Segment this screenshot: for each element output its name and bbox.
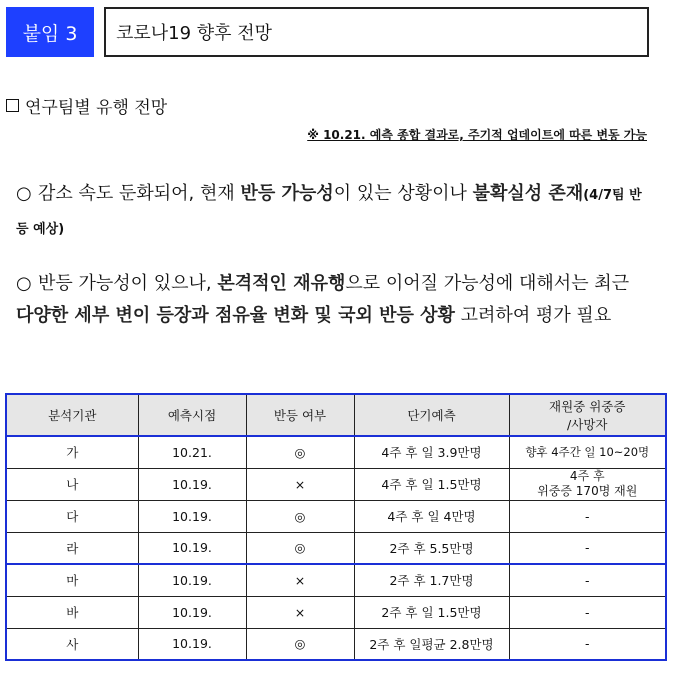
column-header: 예측시점 xyxy=(138,394,246,436)
table-cell: ◎ xyxy=(246,500,354,532)
table-cell: 나 xyxy=(6,468,138,500)
table-cell: - xyxy=(509,564,666,596)
bullet-text: 고려하여 평가 필요 xyxy=(454,305,612,326)
table-cell: 2주 후 5.5만명 xyxy=(354,532,509,564)
table-row xyxy=(6,436,666,468)
table-cell: 다 xyxy=(6,500,138,532)
bullet-small-note: (4/7팀 반등 예상) xyxy=(16,188,642,237)
table-row xyxy=(6,532,666,564)
table-cell: 사 xyxy=(6,628,138,660)
table-row xyxy=(6,628,666,660)
table-cell: 10.19. xyxy=(138,532,246,564)
table-cell: 바 xyxy=(6,596,138,628)
table-cell: 4주 후 일 3.9만명 xyxy=(354,436,509,468)
bullet-text: 이 있는 상황이나 xyxy=(333,183,473,204)
table-row xyxy=(6,564,666,596)
table-cell: 10.19. xyxy=(138,628,246,660)
table-cell: ◎ xyxy=(246,532,354,564)
bullet-text: 반등 가능성이 있으나, xyxy=(38,273,218,294)
bullet-item-2 xyxy=(16,268,648,332)
table-cell: 10.19. xyxy=(138,596,246,628)
table-cell: 10.21. xyxy=(138,436,246,468)
table-cell: 4주 후 위중증 170명 재원 xyxy=(509,468,666,500)
table-row xyxy=(6,468,666,500)
table-cell: - xyxy=(509,532,666,564)
forecast-table xyxy=(5,393,667,661)
table-cell: 2주 후 1.7만명 xyxy=(354,564,509,596)
table-cell: 2주 후 일 1.5만명 xyxy=(354,596,509,628)
table-cell: - xyxy=(509,500,666,532)
update-note: ※ 10.21. 예측 종합 결과로, 주기적 업데이트에 따른 변동 가능 xyxy=(307,128,647,142)
bullet-item-1 xyxy=(16,178,648,246)
table-cell: 4주 후 일 1.5만명 xyxy=(354,468,509,500)
table-cell: 라 xyxy=(6,532,138,564)
attachment-badge: 붙임 3 xyxy=(6,7,94,57)
table-cell: × xyxy=(246,564,354,596)
table-cell: × xyxy=(246,596,354,628)
column-header: 재원중 위중증 /사망자 xyxy=(509,394,666,436)
bullet-text: 감소 속도 둔화되어, 현재 xyxy=(38,183,241,204)
bullet-highlight: 불확실성 존재 xyxy=(472,183,584,204)
table-cell: 마 xyxy=(6,564,138,596)
section-heading-text: 연구팀별 유행 전망 xyxy=(25,98,168,118)
bullet-highlight: 본격적인 재유행 xyxy=(217,273,346,294)
circle-bullet-icon: ○ xyxy=(16,183,32,204)
square-bullet-icon xyxy=(6,99,19,112)
table-row xyxy=(6,500,666,532)
table-cell: - xyxy=(509,628,666,660)
page-title: 코로나19 향후 전망 xyxy=(104,7,649,57)
bullet-highlight: 다양한 세부 변이 등장과 점유율 변화 및 국외 반등 상황 xyxy=(16,305,455,326)
table-cell: ◎ xyxy=(246,436,354,468)
table-cell: 향후 4주간 일 10~20명 xyxy=(509,436,666,468)
circle-bullet-icon: ○ xyxy=(16,273,32,294)
table-row xyxy=(6,596,666,628)
column-header: 분석기관 xyxy=(6,394,138,436)
table-cell: × xyxy=(246,468,354,500)
table-header-row xyxy=(6,394,666,436)
bullet-text: 으로 이어질 가능성에 대해서는 최근 xyxy=(345,273,630,294)
table-cell: 10.19. xyxy=(138,500,246,532)
table-cell: 4주 후 일 4만명 xyxy=(354,500,509,532)
column-header: 단기예측 xyxy=(354,394,509,436)
table-cell: 10.19. xyxy=(138,564,246,596)
table-cell: - xyxy=(509,596,666,628)
column-header: 반등 여부 xyxy=(246,394,354,436)
table-cell: 10.19. xyxy=(138,468,246,500)
bullet-highlight: 반등 가능성 xyxy=(240,183,334,204)
table-cell: 2주 후 일평균 2.8만명 xyxy=(354,628,509,660)
table-cell: ◎ xyxy=(246,628,354,660)
section-heading xyxy=(6,93,167,118)
table-cell: 가 xyxy=(6,436,138,468)
